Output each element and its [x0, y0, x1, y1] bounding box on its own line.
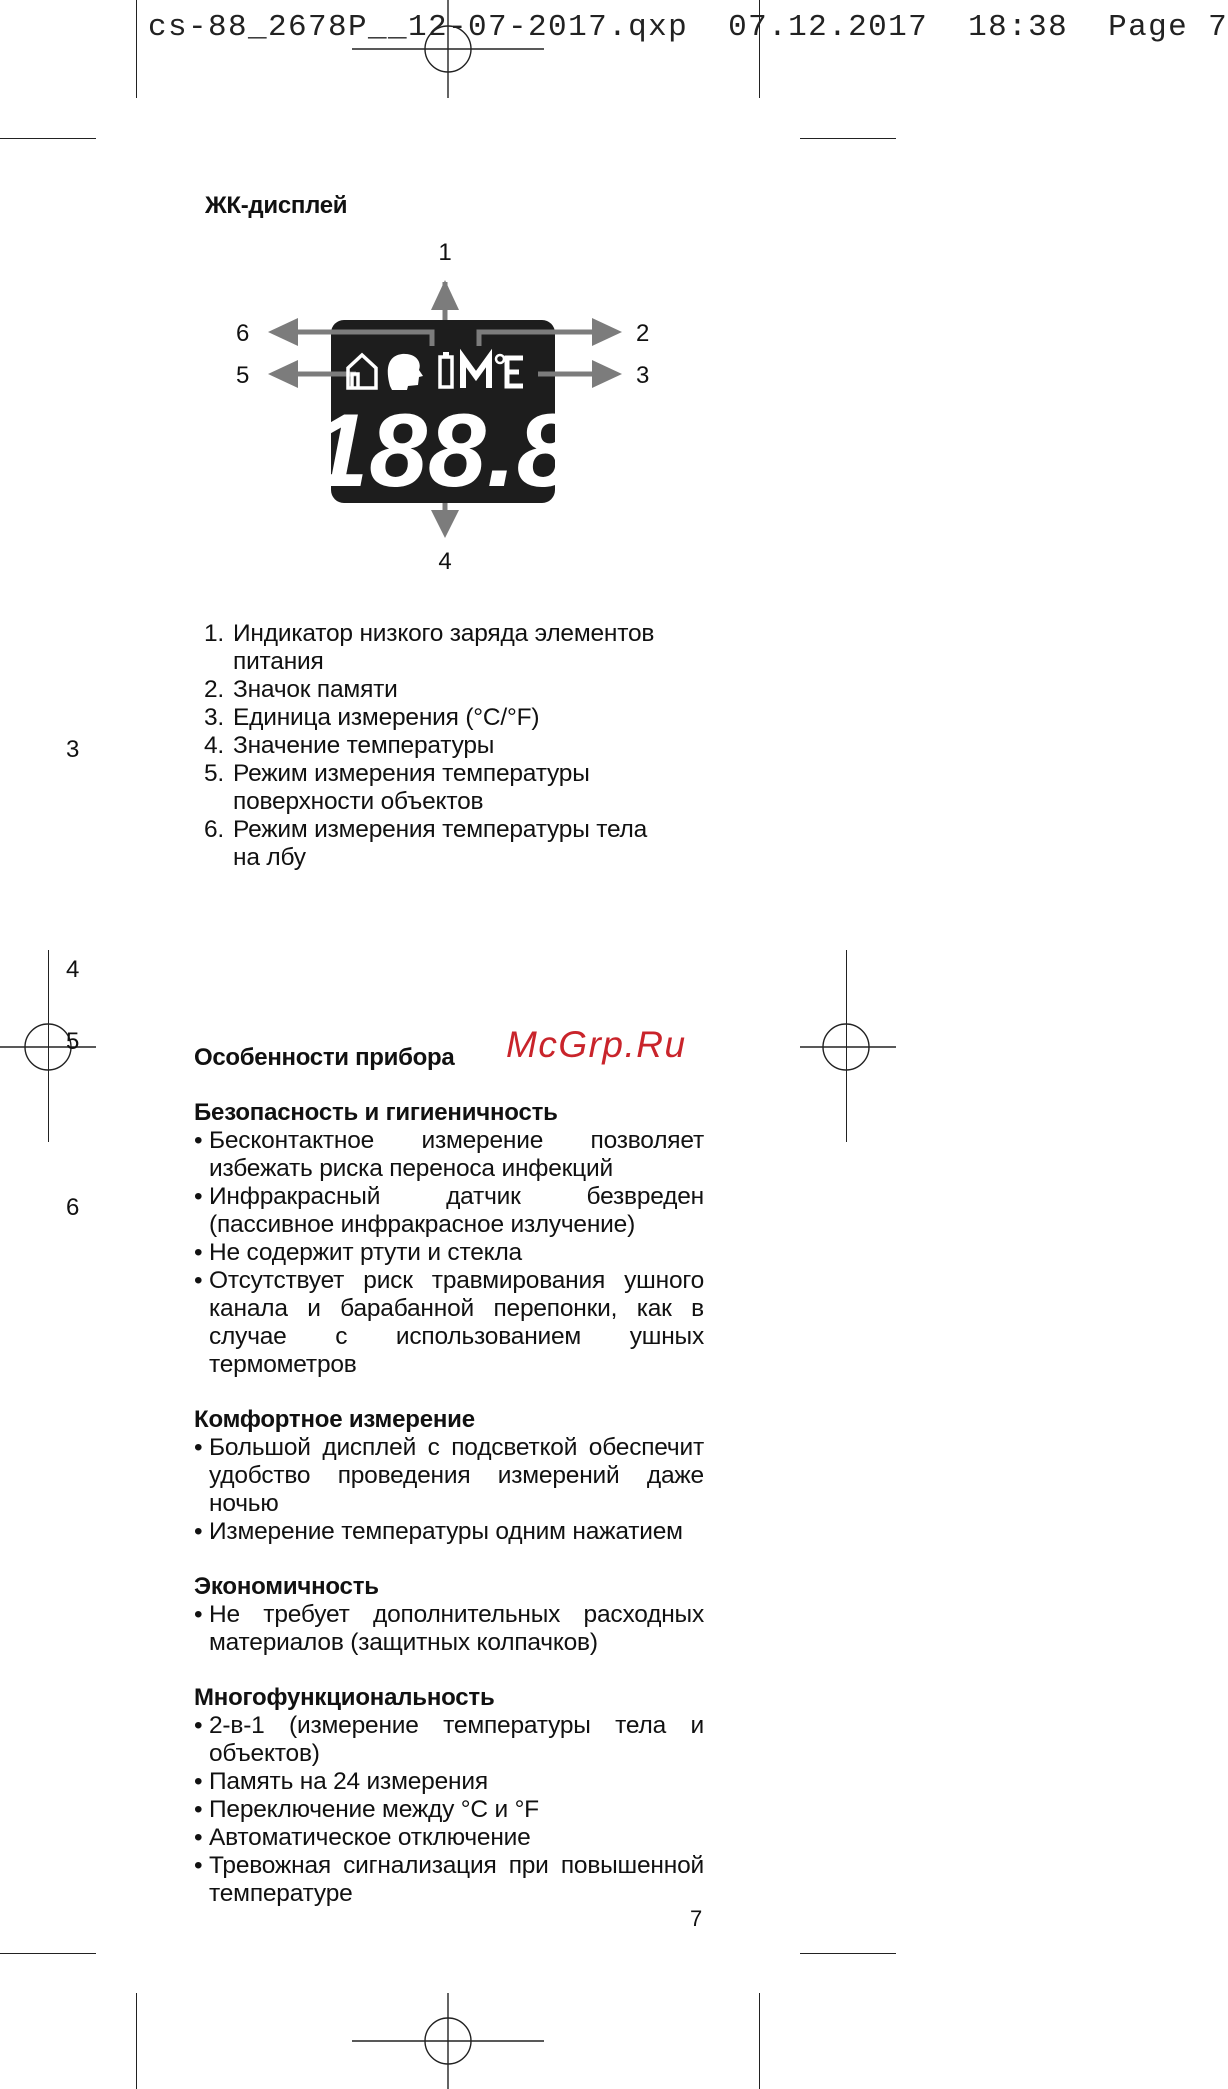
legend-item: 5. Режим измерения температуры поверхности объектов — [204, 760, 590, 815]
list-item: • 2-в-1 (измерение температуры тела и объектов) — [194, 1712, 704, 1767]
margin-number-3: 3 — [66, 736, 80, 763]
callout-2: 2 — [636, 320, 650, 347]
feature-group-title: Экономичность — [194, 1573, 379, 1600]
list-item: • Переключение между °C и °F — [194, 1796, 539, 1823]
list-item: • Большой дисплей с подсветкой обеспечит удобство проведения измерений даже ночью — [194, 1434, 704, 1517]
feature-group-comfort — [194, 1406, 704, 1546]
list-item: • Измерение температуры одним нажатием — [194, 1518, 683, 1545]
margin-number-6: 6 — [66, 1194, 80, 1221]
list-item: • Инфракрасный датчик безвреден (пассивное инфракрасное излучение) — [194, 1183, 704, 1238]
feature-group-safety — [194, 1099, 704, 1379]
feature-group-economy — [194, 1573, 704, 1657]
feature-group-title: Многофункциональность — [194, 1684, 495, 1711]
legend-item: 1. Индикатор низкого заряда элементов питания — [204, 620, 655, 675]
callout-4: 4 — [438, 548, 452, 575]
margin-number-5: 5 — [66, 1028, 80, 1055]
page-number: 7 — [690, 1906, 703, 1931]
lcd-digits: 188.8 — [310, 393, 576, 509]
watermark-logo: McGrp.Ru — [506, 1024, 687, 1065]
lcd-diagram — [236, 236, 660, 576]
legend-item: 3. Единица измерения (°C/°F) — [204, 704, 540, 731]
list-item: • Тревожная сигнализация при повышенной температуре — [194, 1852, 704, 1907]
list-item: • Отсутствует риск травмирования ушного канала и барабанной перепонки, как в случае с использованием ушных термометров — [194, 1267, 704, 1378]
feature-group-title: Безопасность и гигиеничность — [194, 1099, 558, 1126]
list-item: • Автоматическое отключение — [194, 1824, 531, 1851]
feature-group-title: Комфортное измерение — [194, 1406, 475, 1433]
callout-1: 1 — [438, 239, 452, 266]
list-item: • Не содержит ртути и стекла — [194, 1239, 522, 1266]
feature-group-multifunction — [194, 1684, 704, 1908]
list-item: • Память на 24 измерения — [194, 1768, 488, 1795]
legend-item: 2. Значок памяти — [204, 676, 398, 703]
lcd-section-title: ЖК-дисплей — [205, 192, 348, 219]
features-list — [194, 1099, 704, 1935]
list-item: • Не требует дополнительных расходных материалов (защитных колпачков) — [194, 1601, 704, 1656]
callout-6: 6 — [236, 320, 250, 347]
features-title: Особенности прибора — [194, 1044, 455, 1071]
callout-3: 3 — [636, 362, 650, 389]
legend-item: 6. Режим измерения температуры тела на лбу — [204, 816, 648, 871]
margin-number-4: 4 — [66, 956, 80, 983]
callout-5: 5 — [236, 362, 250, 389]
lcd-legend-list — [204, 620, 764, 872]
list-item: • Бесконтактное измерение позволяет избежать риска переноса инфекций — [194, 1127, 704, 1182]
print-slug-header: cs-88_2678P__12-07-2017.qxp 07.12.2017 18:38 Page 7 — [148, 10, 1228, 45]
legend-item: 4. Значение температуры — [204, 732, 495, 759]
